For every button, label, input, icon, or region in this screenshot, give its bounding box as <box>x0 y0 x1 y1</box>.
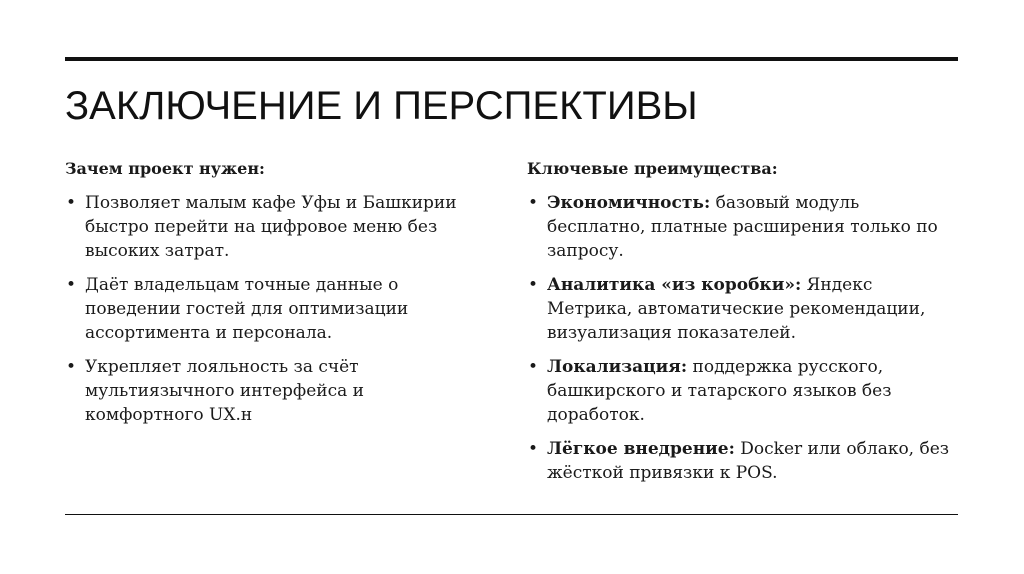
bullet-text: Docker или облако, без жёсткой привязки к POS. <box>547 439 950 483</box>
top-divider <box>65 57 958 61</box>
bullet-icon: • <box>66 193 77 213</box>
bullet-icon: • <box>66 357 77 377</box>
bullet-icon: • <box>528 357 539 377</box>
left-heading: Зачем проект нужен: <box>65 159 265 178</box>
bullet-text: Укрепляет лояльность за счёт мультиязычного интерфейса и комфортного UX.н <box>85 357 364 425</box>
list-item <box>65 355 485 427</box>
left-bullet-list <box>65 191 485 427</box>
right-bullet-list <box>527 191 957 485</box>
bullet-text: Даёт владельцам точные данные о поведении гостей для оптимизации ассортимента и персонала. <box>85 275 409 343</box>
bullet-term: Аналитика «из коробки»: <box>547 275 802 295</box>
bottom-divider <box>65 514 958 515</box>
slide-title: ЗАКЛЮЧЕНИЕ И ПЕРСПЕКТИВЫ <box>65 84 698 128</box>
bullet-text: Яндекс Метрика, автоматические рекомендации, визуализация показателей. <box>547 275 926 343</box>
right-heading: Ключевые преимущества: <box>527 159 778 178</box>
bullet-icon: • <box>66 275 77 295</box>
bullet-term: Экономичность: <box>547 193 711 213</box>
bullet-text: Позволяет малым кафе Уфы и Башкирии быстро перейти на цифровое меню без высоких затрат. <box>85 193 457 261</box>
bullet-term: Локализация: <box>547 357 688 377</box>
bullet-text: поддержка русского, башкирского и татарского языков без доработок. <box>547 357 892 425</box>
bullet-term: Лёгкое внедрение: <box>547 439 735 459</box>
list-item <box>527 191 957 263</box>
list-item <box>527 437 957 485</box>
list-item <box>65 191 485 263</box>
left-column <box>65 157 485 437</box>
right-column <box>527 157 957 495</box>
list-item <box>65 273 485 345</box>
bullet-text: базовый модуль бесплатно, платные расширения только по запросу. <box>547 193 938 261</box>
bullet-icon: • <box>528 193 539 213</box>
list-item <box>527 273 957 345</box>
bullet-icon: • <box>528 439 539 459</box>
list-item <box>527 355 957 427</box>
bullet-icon: • <box>528 275 539 295</box>
